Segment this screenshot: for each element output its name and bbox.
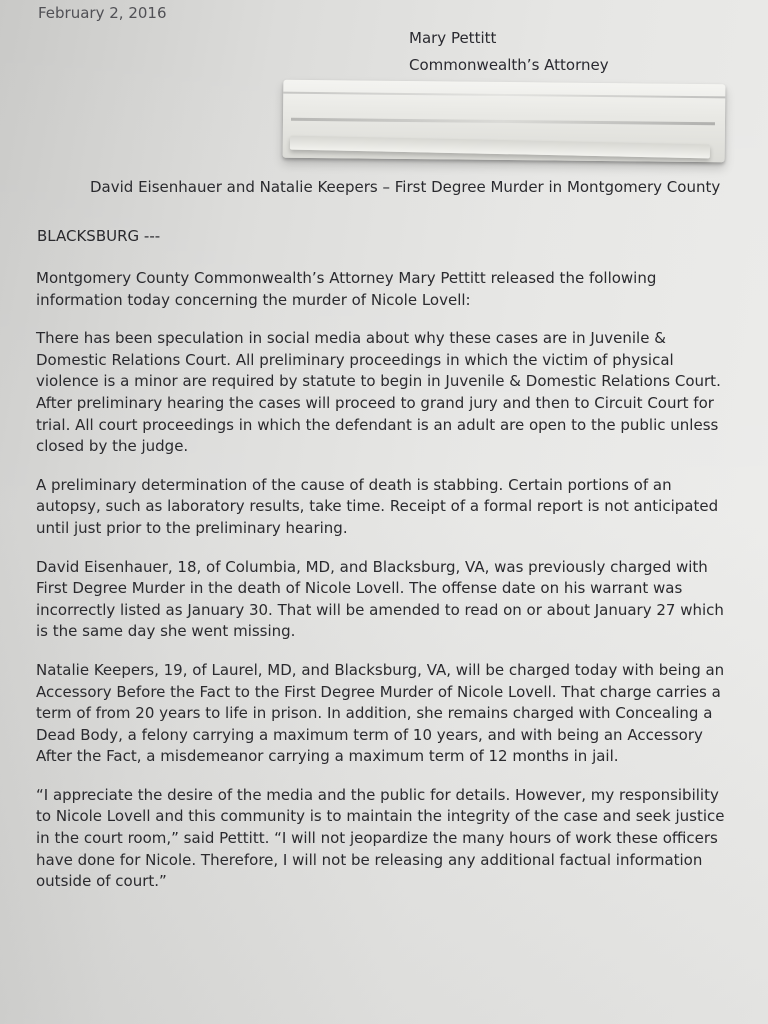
paragraph-quote: “I appreciate the desire of the media and the public for details. However, my responsibility to Nicole Lovell and this community is to maintain the integrity of the case and seek justice in the court room,” said Pettitt. “I will not jeopardize the many hours of work these officers have done for Nicole. Therefore, I will not be releasing any additional factual information outside of court.” [36,785,725,891]
release-date: February 2, 2016 [38,4,167,22]
paragraph-eisenhauer: David Eisenhauer, 18, of Columbia, MD, and Blacksburg, VA, was previously charged with First Degree Murder in the death of Nicole Lovell. The offense date on his warrant was incorrectly listed as January 30. That will be amended to read on or about January 27 which is the same day she went missing. [36,557,724,641]
subject-line: David Eisenhauer and Natalie Keepers – First Degree Murder in Montgomery County [90,178,721,196]
dateline: BLACKSBURG --- [37,227,161,245]
body-text [36,268,736,910]
sender-name: Mary Pettitt [409,29,497,47]
paragraph-autopsy: A preliminary determination of the cause of death is stabbing. Certain portions of an autopsy, such as laboratory results, take time. Receipt of a formal report is not anticipated until just prior to the preliminary hearing. [36,475,719,537]
sender-block [409,25,609,79]
paragraph-court: There has been speculation in social media about why these cases are in Juvenile & Domestic Relations Court. All preliminary proceedings in which the victim of physical violence is a minor are required by statute to begin in Juvenile & Domestic Relations Court. After preliminary hearing the cases will proceed to grand jury and then to Circuit Court for trial. All court proceedings in which the defendant is an adult are open to the public unless closed by the judge. [36,329,721,456]
paragraph-intro: Montgomery County Commonwealth’s Attorney Mary Pettitt released the following information today concerning the murder of Nicole Lovell: [36,269,657,309]
paragraph-keepers: Natalie Keepers, 19, of Laurel, MD, and Blacksburg, VA, will be charged today with being an Accessory Before the Fact to the First Degree Murder of Nicole Lovell. That charge carries a term of from 20 years to life in prison. In addition, she remains charged with Concealing a Dead Body, a felony carrying a maximum term of 10 years, and with being an Accessory After the Fact, a misdemeanor carrying a maximum term of 12 months in jail. [36,660,725,766]
sender-title: Commonwealth’s Attorney [409,56,609,74]
